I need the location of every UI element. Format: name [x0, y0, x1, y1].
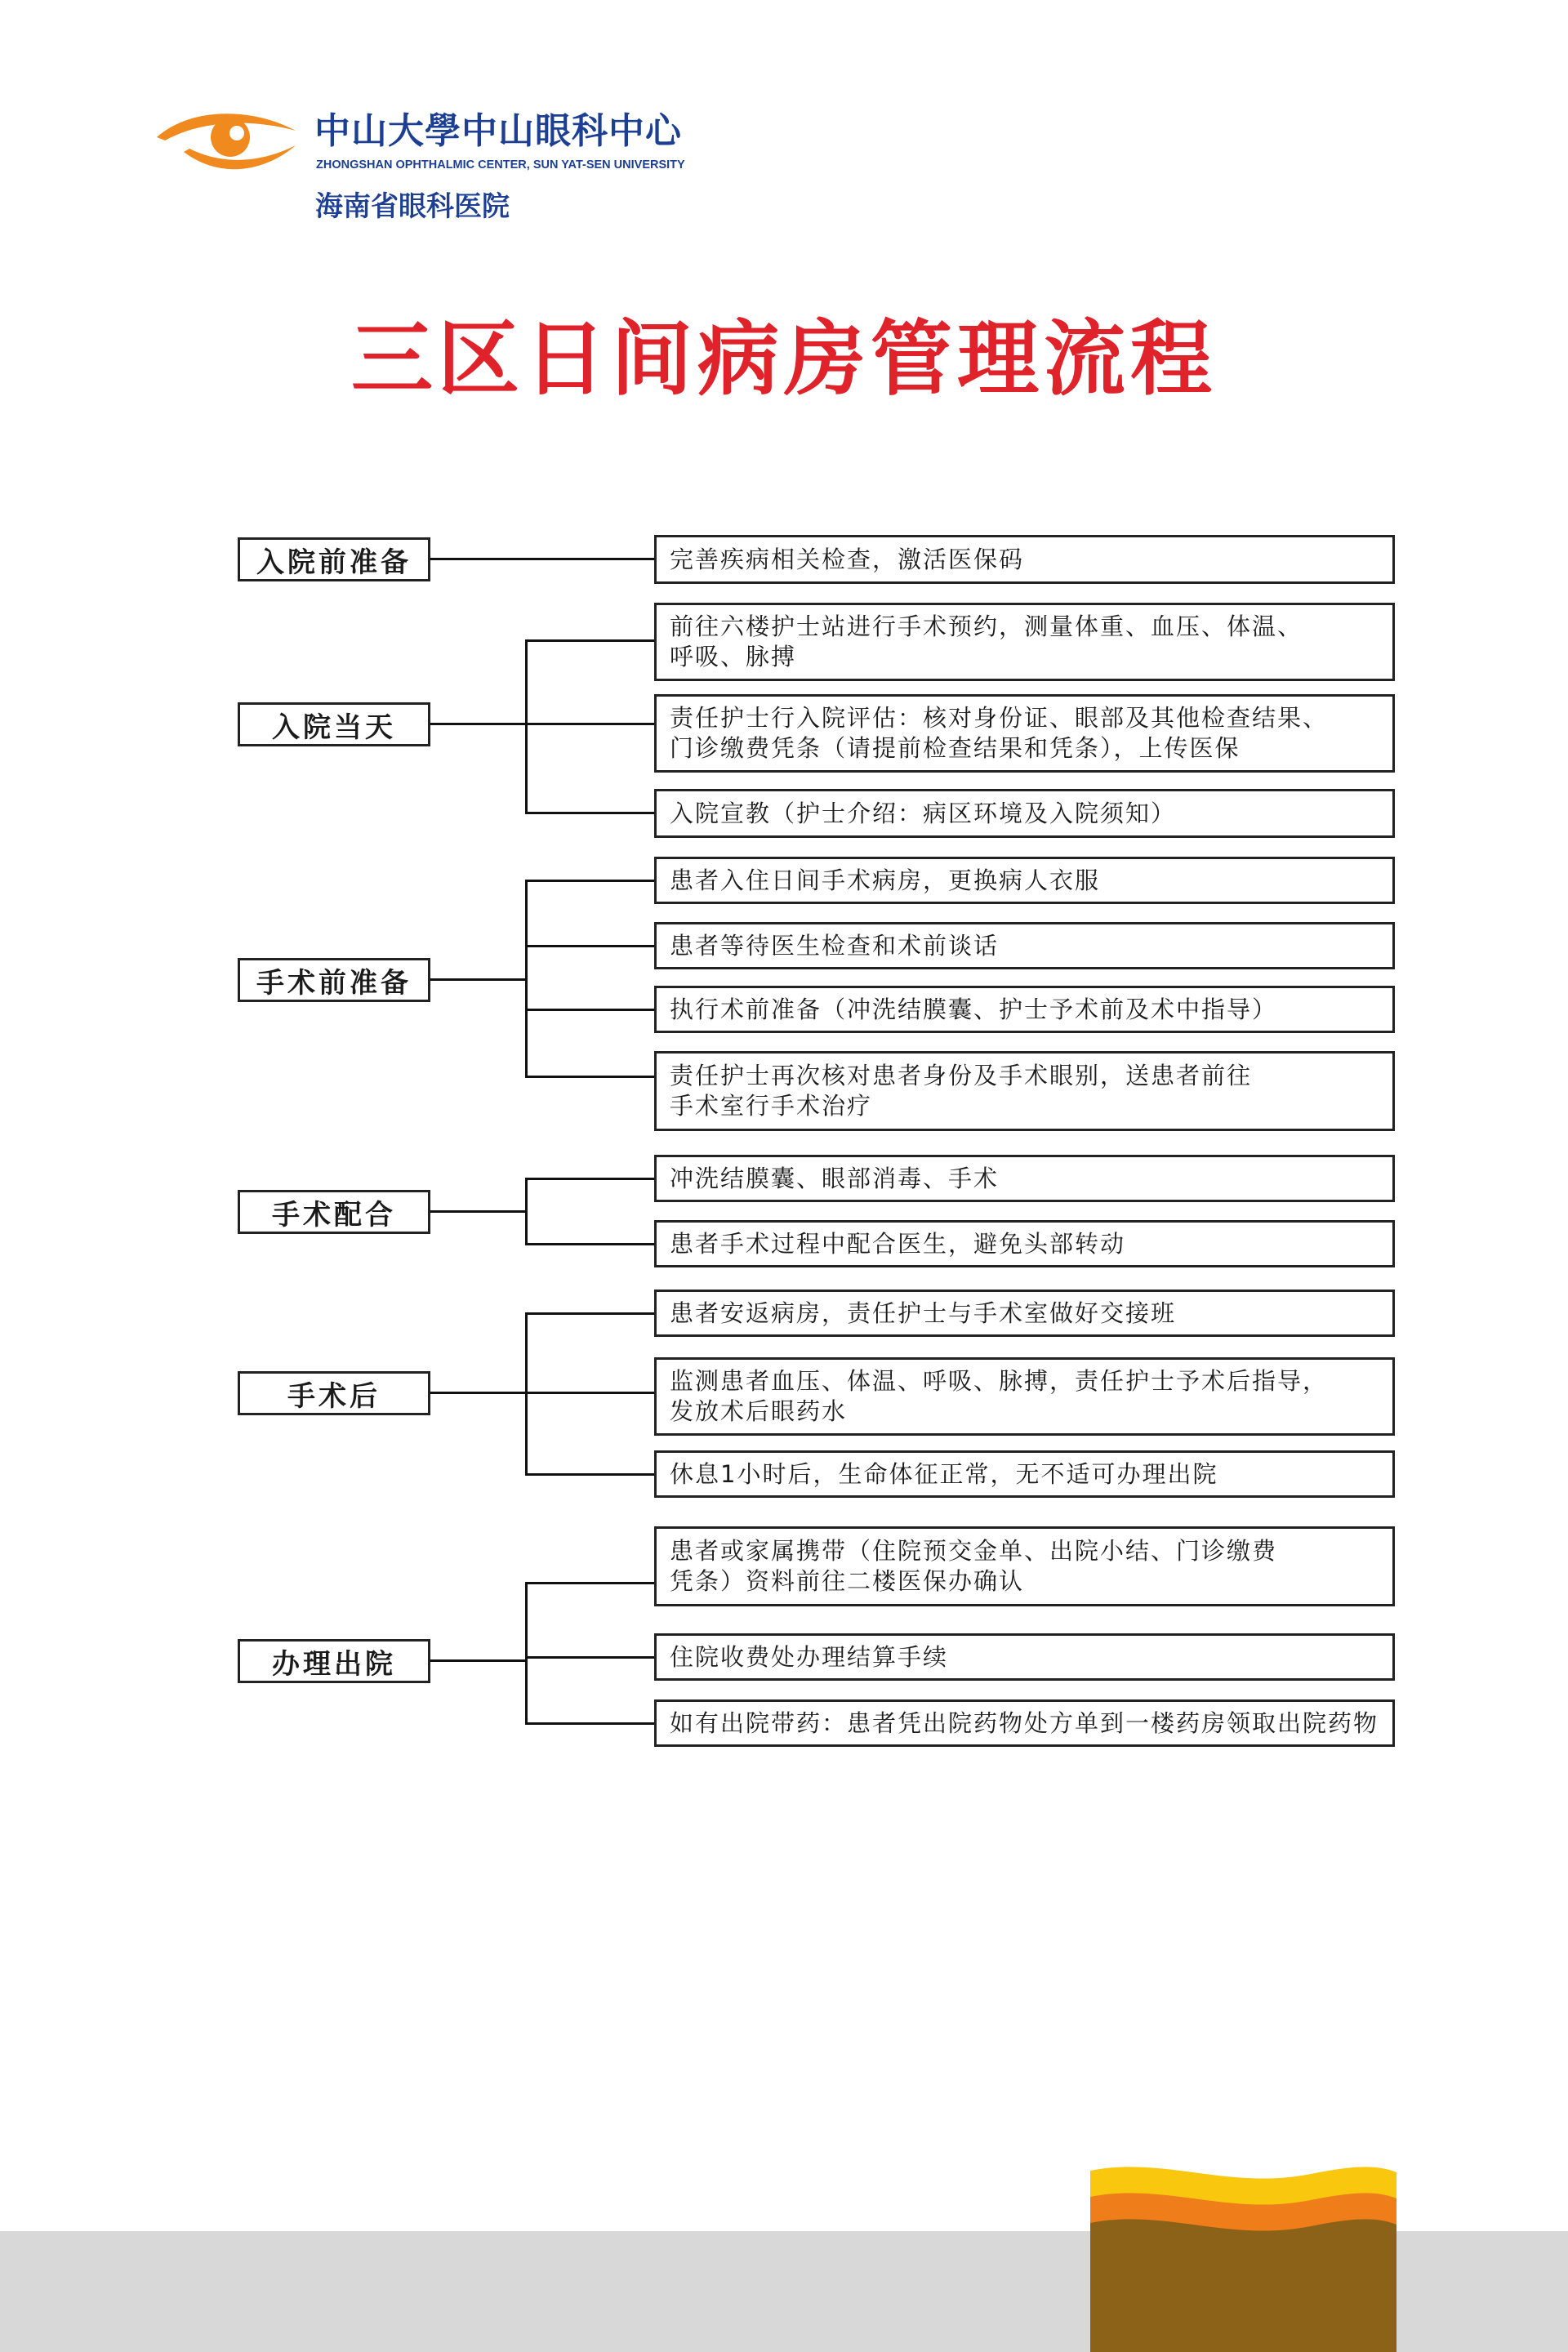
step-box: 前往六楼护士站进行手术预约，测量体重、血压、体温、 呼吸、脉搏 — [654, 603, 1395, 681]
step-box: 执行术前准备（冲洗结膜囊、护士予术前及术中指导） — [654, 986, 1395, 1033]
step-box: 休息1小时后，生命体征正常，无不适可办理出院 — [654, 1450, 1395, 1498]
step-box: 监测患者血压、体温、呼吸、脉搏，责任护士予术后指导， 发放术后眼药水 — [654, 1357, 1395, 1436]
stage-admission-day: 入院当天 — [238, 702, 430, 746]
connector-line — [430, 558, 654, 560]
connector-line — [525, 639, 528, 814]
step-box: 完善疾病相关检查，激活医保码 — [654, 535, 1395, 584]
wave-decoration-icon — [1090, 2163, 1396, 2352]
connector-line — [430, 723, 528, 725]
page-title: 三区日间病房管理流程 — [351, 311, 1217, 407]
step-box: 患者等待医生检查和术前谈话 — [654, 922, 1395, 969]
connector-line — [525, 945, 654, 947]
connector-line — [430, 1659, 528, 1662]
step-box: 患者手术过程中配合医生，避免头部转动 — [654, 1220, 1395, 1267]
connector-line — [525, 1178, 528, 1245]
connector-line — [525, 1582, 528, 1725]
step-box: 住院收费处办理结算手续 — [654, 1633, 1395, 1681]
logo-chinese-name: 中山大學中山眼科中心 — [314, 110, 682, 152]
connector-line — [525, 1392, 654, 1394]
connector-line — [525, 812, 654, 814]
step-box: 冲洗结膜囊、眼部消毒、手术 — [654, 1155, 1395, 1202]
step-box: 患者安返病房，责任护士与手术室做好交接班 — [654, 1290, 1395, 1337]
step-box: 患者入住日间手术病房，更换病人衣服 — [654, 857, 1395, 904]
connector-line — [525, 1722, 654, 1725]
connector-line — [430, 978, 528, 981]
connector-line — [525, 1312, 528, 1476]
connector-line — [430, 1210, 528, 1213]
step-box: 如有出院带药：患者凭出院药物处方单到一楼药房领取出院药物 — [654, 1699, 1395, 1747]
connector-line — [525, 1656, 654, 1659]
connector-line — [525, 1076, 654, 1078]
connector-line — [430, 1392, 528, 1394]
step-box: 责任护士行入院评估：核对身份证、眼部及其他检查结果、 门诊缴费凭条（请提前检查结果和凭条），上传医保 — [654, 694, 1395, 773]
connector-line — [525, 1243, 654, 1245]
connector-line — [525, 639, 654, 642]
connector-line — [525, 723, 654, 725]
stage-post-surgery: 手术后 — [238, 1371, 430, 1415]
step-box: 患者或家属携带（住院预交金单、出院小结、门诊缴费 凭条）资料前往二楼医保办确认 — [654, 1526, 1395, 1606]
logo-english-name: ZHONGSHAN OPHTHALMIC CENTER, SUN YAT-SEN UNIVERSITY — [316, 158, 685, 172]
stage-pre-admission: 入院前准备 — [238, 537, 430, 581]
connector-line — [525, 880, 654, 882]
connector-line — [525, 1582, 654, 1584]
stage-pre-surgery: 手术前准备 — [238, 958, 430, 1002]
connector-line — [525, 1312, 654, 1315]
stage-discharge: 办理出院 — [238, 1639, 430, 1683]
step-box: 入院宣教（护士介绍：病区环境及入院须知） — [654, 789, 1395, 838]
stage-surgery-cooperation: 手术配合 — [238, 1190, 430, 1234]
connector-line — [525, 880, 528, 1078]
connector-line — [525, 1473, 654, 1476]
connector-line — [525, 1009, 654, 1011]
step-box: 责任护士再次核对患者身份及手术眼别，送患者前往 手术室行手术治疗 — [654, 1051, 1395, 1131]
connector-line — [525, 1178, 654, 1180]
logo-hospital-name: 海南省眼科医院 — [315, 190, 510, 223]
